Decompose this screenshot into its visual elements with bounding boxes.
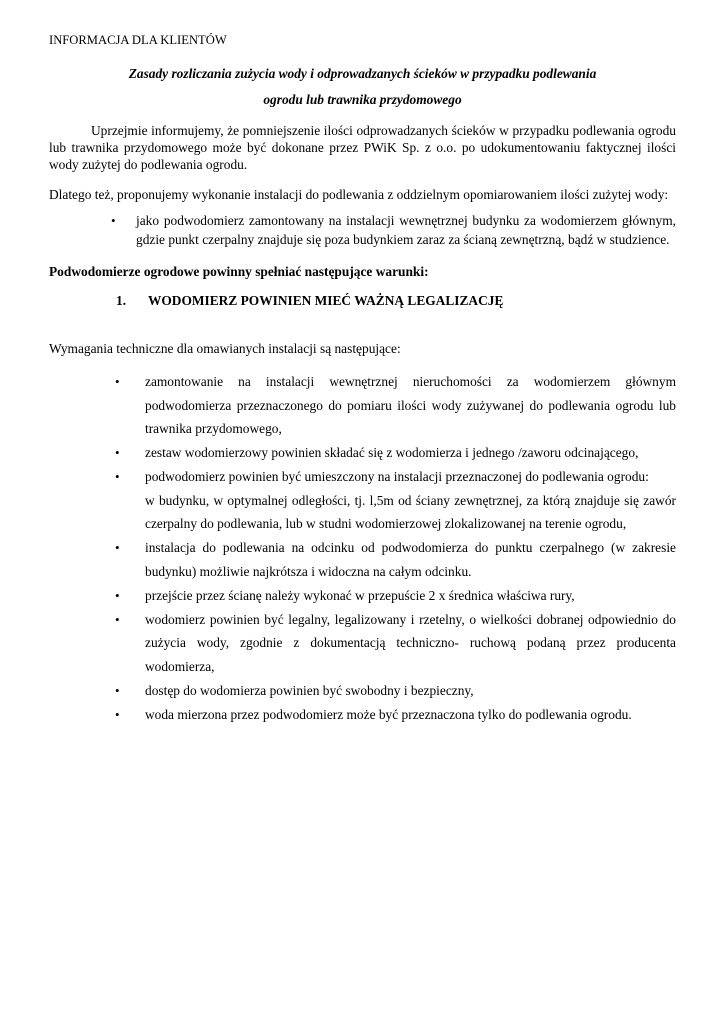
requirements-list <box>49 370 676 726</box>
list-item <box>49 679 676 703</box>
document-header-label: INFORMACJA DLA KLIENTÓW <box>49 33 227 47</box>
bullet-icon: • <box>111 213 116 228</box>
intro-paragraph: Uprzejmie informujemy, że pomniejszenie ilości odprowadzanych ścieków w przypadku podlewania ogrodu lub trawnika przydomowego może być dokonane przez PWiK Sp. z o.o. po udokumentowaniu faktycznej ilości wody zużytej do podlewania ogrodu. <box>49 123 676 172</box>
numbered-condition <box>116 292 676 309</box>
list-item <box>49 465 676 536</box>
list-item <box>49 441 676 465</box>
bullet-icon: • <box>115 374 120 389</box>
list-item <box>49 703 676 727</box>
bullet-icon: • <box>115 706 120 722</box>
document-title-line-2: ogrodu lub trawnika przydomowego <box>263 92 462 107</box>
list-item-text: jako podwodomierz zamontowany na instalacji wewnętrznej budynku za wodomierzem głównym, gdzie punkt czerpalny znajduje się poza budynkiem zaraz za ścianą zewnętrzną, bądź w studzience. <box>136 213 676 247</box>
list-item <box>49 370 676 441</box>
list-item-text: zestaw wodomierzowy powinien składać się z wodomierza i jednego /zaworu odcinającego, <box>145 445 639 460</box>
list-item-text: wodomierz powinien być legalny, legalizowany i rzetelny, o wielkości dobranej odpowiednio do zużycia wody, zgodnie z dokumentacją techniczno- ruchową podaną przez producenta wodomierza, <box>145 611 676 674</box>
list-item-text: przejście przez ścianę należy wykonać w przepuście 2 x średnica właściwa rury, <box>145 587 575 603</box>
bullet-icon: • <box>115 587 120 603</box>
numbered-condition-number: 1. <box>116 293 127 308</box>
list-item-text: instalacja do podlewania na odcinku od podwodomierza do punktu czerpalnego (w zakresie budynku) możliwie najkrótsza i widoczna na całym odcinku. <box>145 540 676 579</box>
list-item <box>49 584 676 608</box>
bullet-icon: • <box>115 540 120 555</box>
numbered-condition-text: WODOMIERZ POWINIEN MIEĆ WAŻNĄ LEGALIZACJĘ <box>148 293 504 308</box>
bullet-icon: • <box>115 682 120 698</box>
proposal-bullet-list <box>49 211 676 249</box>
bullet-icon: • <box>115 611 120 627</box>
requirements-intro: Wymagania techniczne dla omawianych instalacji są następujące: <box>49 341 401 356</box>
list-item <box>49 536 676 583</box>
document-page <box>49 32 676 726</box>
list-item-text: dostęp do wodomierza powinien być swobodny i bezpieczny, <box>145 682 474 698</box>
list-item <box>49 211 676 249</box>
list-item-continuation-text: w budynku, w optymalnej odległości, tj. l,5m od ściany zewnętrznej, za którą znajduje się zawór czerpalny do podlewania, lub w studni wodomierzowej zlokalizowanej na terenie ogrodu, <box>145 492 676 531</box>
document-title-line-1: Zasady rozliczania zużycia wody i odprowadzanych ścieków w przypadku podlewania <box>128 66 597 81</box>
conditions-heading: Podwodomierze ogrodowe powinny spełniać następujące warunki: <box>49 264 429 279</box>
list-item-text: podwodomierz powinien być umieszczony na instalacji przeznaczonej do podlewania ogrodu: <box>145 469 649 484</box>
bullet-icon: • <box>115 469 120 484</box>
list-item <box>49 608 676 679</box>
list-item-text: zamontowanie na instalacji wewnętrznej nieruchomości za wodomierzem głównym podwodomierza przeznaczonego do pomiaru ilości wody zużywanej do podlewania ogrodu lub trawnika przydomowego, <box>145 374 676 436</box>
proposal-paragraph: Dlatego też, proponujemy wykonanie instalacji do podlewania z oddzielnym opomiarowaniem ilości zużytej wody: <box>49 187 669 202</box>
list-item-text: woda mierzona przez podwodomierz może być przeznaczona tylko do podlewania ogrodu. <box>145 706 632 722</box>
bullet-icon: • <box>115 445 120 460</box>
